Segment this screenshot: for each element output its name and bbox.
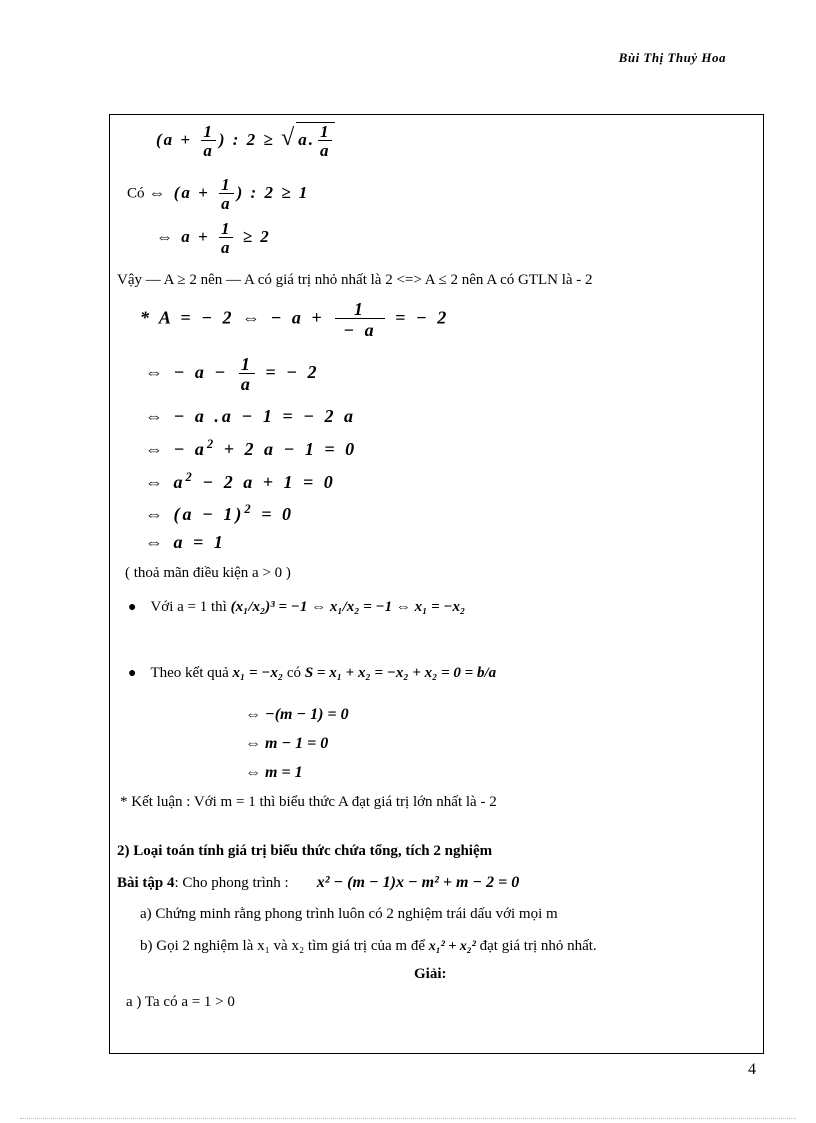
bullet-item-1: ● Với a = 1 thì (x₁/x₂)³ = −1 ⇔ x₁/x₂ = −1 ⇔ x₁ = −x₂ [128,599,466,615]
bullet-icon: ● [128,666,137,681]
case-line: * A = − 2 ⇔ − a + $\frac{1}{- a}$ = − 2 [140,299,450,340]
answer-a: a ) Ta có a = 1 > 0 [126,994,235,1010]
proof-conclusion: Vậy — A ≥ 2 nên — A có giá trị nhỏ nhất là 2 <=> A ≤ 2 nên A có GTLN là - 2 [117,272,593,288]
footer-divider [20,1118,796,1119]
step-2: ⇔ − a .a − 1 = − 2 a [145,406,356,426]
bullet-item-2: ● Theo kết quả x₁ = −x₂ có S = x₁ + x₂ = −x₂ + x₂ = 0 = b/a [128,665,497,681]
solution-label: Giải: [414,966,447,982]
derivation-2: ⇔ m − 1 = 0 [245,735,329,752]
bullet-icon: ● [128,600,137,615]
section-title: 2) Loại toán tính giá trị biểu thức chứa tổng, tích 2 nghiệm [117,843,493,859]
condition-note: ( thoả mãn điều kiện a > 0 ) [125,565,291,581]
header-author: Bùi Thị Thuỷ Hoa [618,50,726,65]
derivation-3: ⇔ m = 1 [245,764,303,781]
proof-line-2: Có ⇔ (a + $\frac{1}{a}$ ) : 2 ≥ 1 [127,175,310,213]
final-conclusion: * Kết luận : Với m = 1 thì biểu thức A đạt giá trị lớn nhất là - 2 [120,794,497,810]
derivation-1: ⇔ −(m − 1) = 0 [245,706,349,723]
page-number: 4 [748,1061,756,1078]
item-b: b) Gọi 2 nghiệm là x₁ và x₂ tìm giá trị của m để x₁² + x₂² đạt giá trị nhỏ nhất. [140,938,597,954]
exercise-line: Bài tập 4: Cho phong trình : x² − (m − 1)x − m² + m − 2 = 0 [117,874,520,891]
step-3: ⇔ − $a^2 + 2$ a − 1 = 0 [145,437,358,459]
proof-line-1: (a + $\frac{1}{a}$ ) : 2 ≥ √ a. $\frac{1}{a}$ [156,122,335,159]
step-4: ⇔ $a^2 - 2$ a + 1 = 0 [145,470,336,492]
step-1: ⇔ − a − $\frac{1}{a}$ = − 2 [145,354,320,394]
proof-line-3: ⇔ a + $\frac{1}{a}$ ≥ 2 [156,219,271,257]
step-5: ⇔ $(a - 1)^2 = 0$ [145,502,294,524]
step-6: ⇔ a = 1 [145,532,226,552]
item-a: a) Chứng minh rằng phong trình luôn có 2 nghiệm trái dấu với mọi m [140,906,558,922]
